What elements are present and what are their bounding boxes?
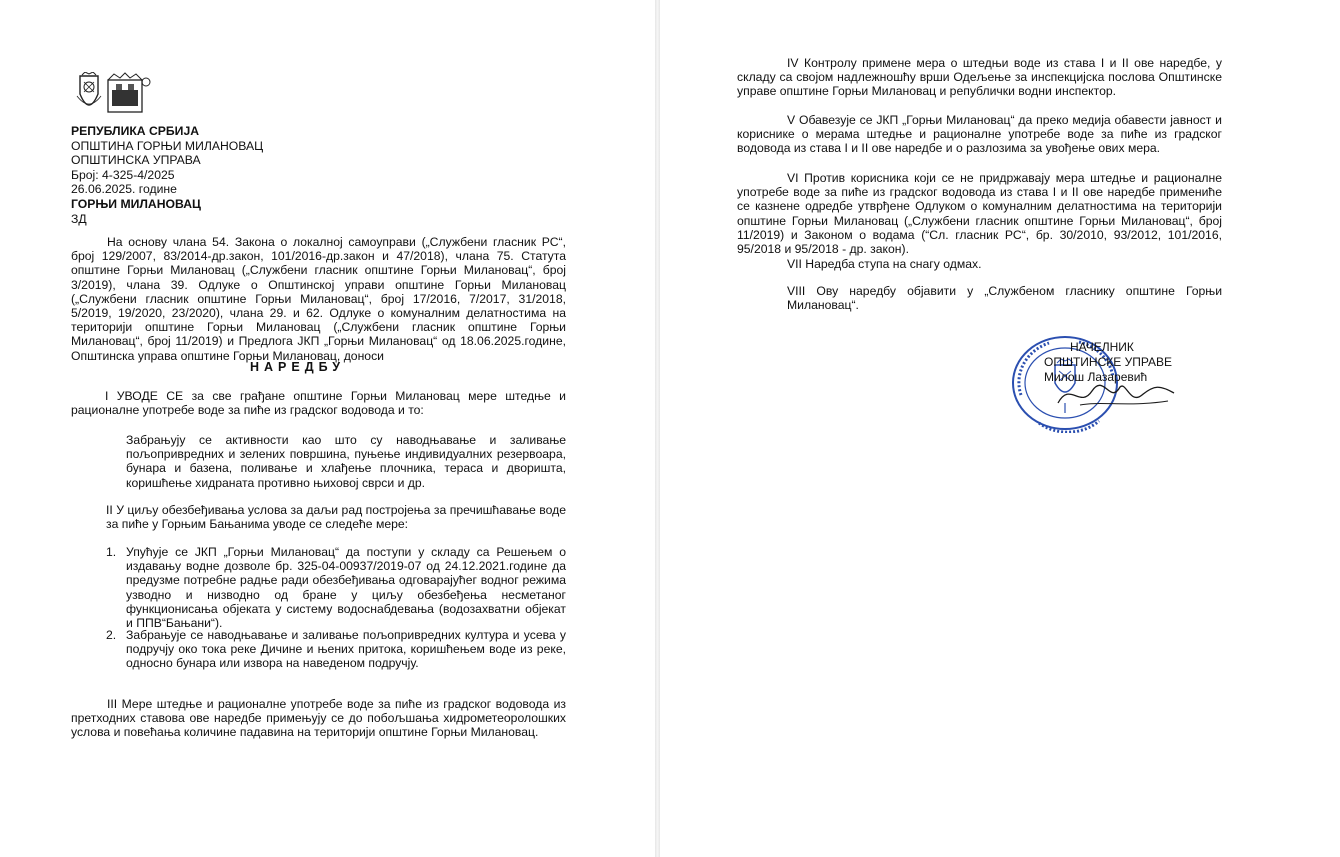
signatory-name: Милош Лазаревић (1044, 369, 1148, 384)
administration-name: ОПШТИНСКА УПРАВА (71, 153, 201, 168)
section-vii: VII Наредба ступа на снагу одмах. (787, 257, 982, 271)
document-header (71, 124, 263, 226)
section-iii: III Мере штедње и рационалне употребе воде за пиће из градског водовода из претходних ставова ове наредбе примењују се до побољшања хидрометеоролошких услова и повећања количине падавина на територији општине Горњи Милановац. (71, 697, 566, 740)
list-item: Упућује се ЈКП „Горњи Милановац“ да поступи у складу са Решењем о издавању водне дозволе бр. 325-04-00937/2019-07 од 24.12.2021.године да предузме потребне радње ради обезбеђивања одговарајућег водног режима узводно и низводно од бране у циљу обезбеђења несметаног функционисања објеката у систему водоснабдевања (водозахватни објекат и ППВ“Бањани“). (126, 545, 566, 631)
section-vi: VI Против корисника који се не придржавају мера штедње и рационалне употребе воде за пиће из градског водовода из става I и II ове наредбе примениће се казнене одредбе утврђене Одлуком о комуналним делатностима на територији општине Горњи Милановац („Службени гласник општине Горњи Милановац“, број 11/2019) и Законом о водама (“Сл. гласник РС“, бр. 30/2010, 93/2012, 101/2016, 95/2018 и 95/2018 - др. закон). (737, 171, 1222, 257)
section-viii: VIII Ову наредбу објавити у „Службеном гласнику општине Горњи Милановац“. (787, 284, 1222, 313)
section-v: V Обавезује се ЈКП „Горњи Милановац“ да преко медија обавести јавност и кориснике о мерама штедње и рационалне употребе воде за пиће из градског водовода из става I и II ове наредбе и о разлозима за увођење ових мера. (737, 113, 1222, 156)
country-name: РЕПУБЛИКА СРБИЈА (71, 124, 200, 138)
coat-of-arms-icon (74, 72, 154, 120)
preamble-paragraph: На основу члана 54. Закона о локалној самоуправи („Службени гласник РС“, број 129/2007, 83/2014-др.закон, 101/2016-др.закон и 47/2018), члана 75. Статута општине Горњи Милановац („Службени гласник општине Горњи Милановац“, број 3/2019), члана 39. Одлуке о Општинској управи општине Горњи Милановац („Службени гласник општине Горњи Милановац“, број 17/2016, 7/2017, 31/2018, 5/2019, 19/2020, 23/2020), члана 29. и 62. Одлуке о комуналним делатностима на територији општине Горњи Милановац („Службени гласник општине Горњи Милановац“, број 11/2019) и Предлога ЈКП „Горњи Милановац“ од 18.06.2025.године, Општинска управа општине Горњи Милановац, доноси (71, 235, 566, 363)
document-number: Број: 4-325-4/2025 (71, 167, 175, 182)
section-i: I УВОДЕ СЕ за све грађане општине Горњи Милановац мере штедње и рационалне употребе воде за пиће из градског водовода и то: (71, 389, 566, 418)
municipality-name: ОПШТИНА ГОРЊИ МИЛАНОВАЦ (71, 138, 264, 153)
municipality-crest-icon (108, 73, 150, 112)
list-item-number: 2. (106, 628, 117, 642)
author-initials: ЗД (71, 211, 87, 226)
signatory-department: ОПШТИНСКЕ УПРАВЕ (1044, 354, 1173, 369)
document-title: НАРЕДБУ (250, 360, 346, 374)
page-divider (655, 0, 660, 857)
handwritten-signature-icon (1050, 375, 1180, 415)
section-iv: IV Контролу примене мера о штедњи воде из става I и II ове наредбе, у складу са својом надлежношћу врши Одељење за инспекцијска послова Општинске управе општине Горњи Милановац и републички водни инспектор. (737, 56, 1222, 99)
signatory-title: НАЧЕЛНИК (1070, 340, 1134, 354)
serbia-crest-icon (77, 72, 101, 105)
section-ii: II У циљу обезбеђивања услова за даљи рад постројења за пречишћавање воде за пиће у Горњим Бањанима уводе се следеће мере: (106, 503, 566, 532)
document-date: 26.06.2025. године (71, 182, 177, 197)
section-i-detail: Забрањују се активности као што су наводњавање и заливање пољопривредних и зелених површина, пуњење индивидуалних резервоара, бунара и базена, поливање и хлађење плочника, тераса и дворишта, коришћење хидраната противно њиховој сврси и др. (126, 433, 566, 490)
city-name: ГОРЊИ МИЛАНОВАЦ (71, 196, 201, 211)
list-item: Забрањује се наводњавање и заливање пољопривредних култура и усева у подручју око тока реке Дичине и њених притока, коришћењем воде из реке, односно бунара или извора на наведеном подручју. (126, 628, 566, 671)
list-item-number: 1. (106, 545, 117, 559)
